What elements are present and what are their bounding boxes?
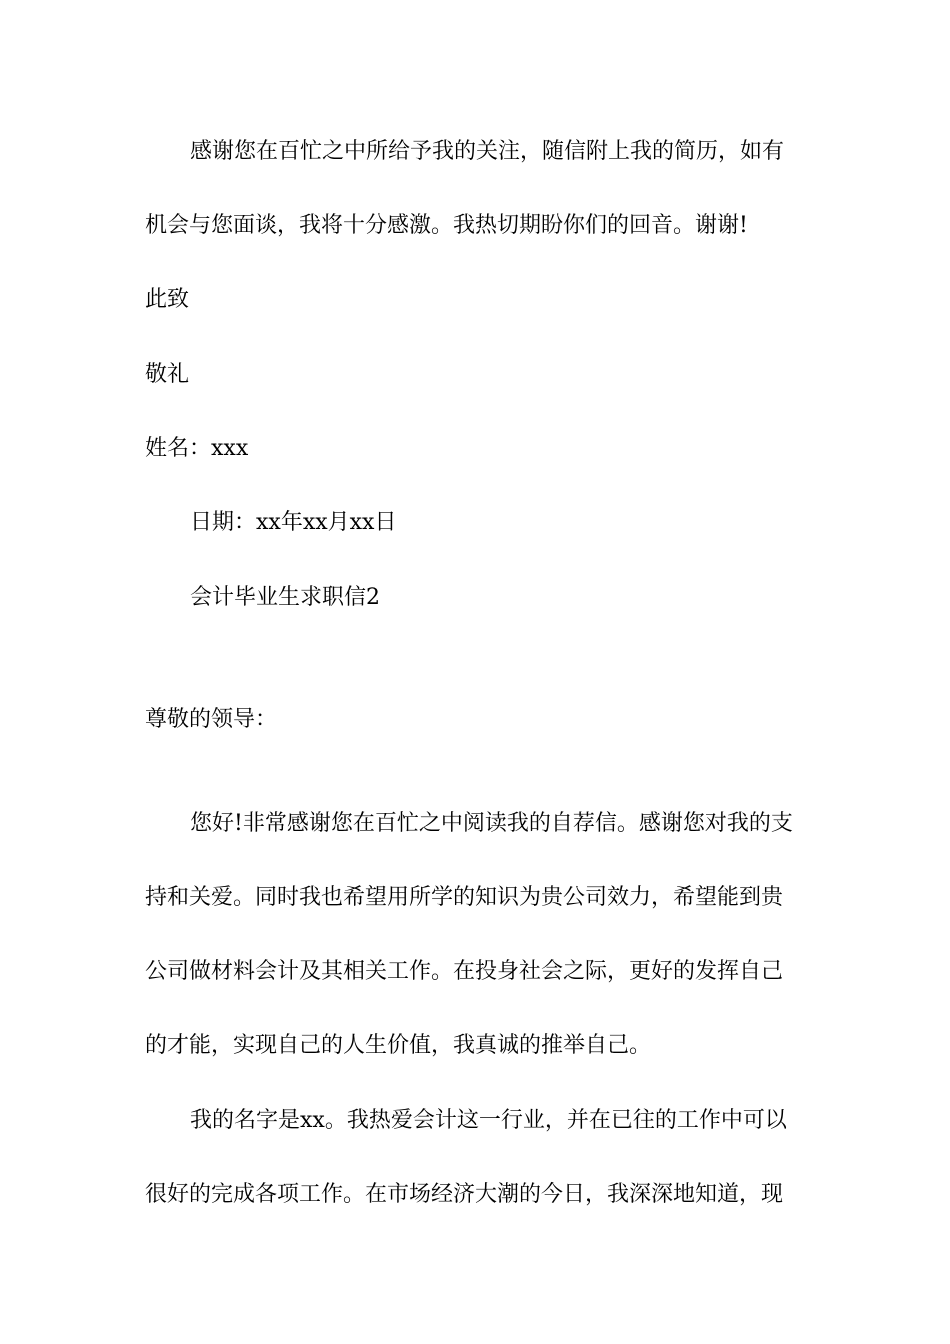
- paragraph-line: 持和关爱。同时我也希望用所学的知识为贵公司效力，希望能到贵: [145, 885, 784, 910]
- paragraph-line: 的才能，实现自己的人生价值，我真诚的推举自己。: [145, 1033, 652, 1058]
- paragraph-line: 很好的完成各项工作。在市场经济大潮的今日，我深深地知道，现: [145, 1182, 784, 1207]
- greeting: 尊敬的领导：: [145, 707, 278, 732]
- paragraph-line: 您好!非常感谢您在百忙之中阅读我的自荐信。感谢您对我的支: [190, 811, 793, 836]
- closing-regards: 敬礼: [145, 362, 190, 387]
- signature-name: 姓名：xxx: [145, 436, 249, 461]
- section-title: 会计毕业生求职信2: [190, 585, 380, 610]
- paragraph-line: 感谢您在百忙之中所给予我的关注，随信附上我的简历，如有: [190, 139, 785, 164]
- paragraph-line: 公司做材料会计及其相关工作。在投身社会之际，更好的发挥自己: [145, 959, 784, 984]
- closing-salutation: 此致: [145, 287, 190, 312]
- paragraph-line: 机会与您面谈，我将十分感激。我热切期盼你们的回音。谢谢!: [145, 213, 748, 238]
- paragraph-line: 我的名字是xx。我热爱会计这一行业，并在已往的工作中可以: [190, 1108, 787, 1133]
- signature-date: 日期：xx年xx月xx日: [190, 510, 397, 535]
